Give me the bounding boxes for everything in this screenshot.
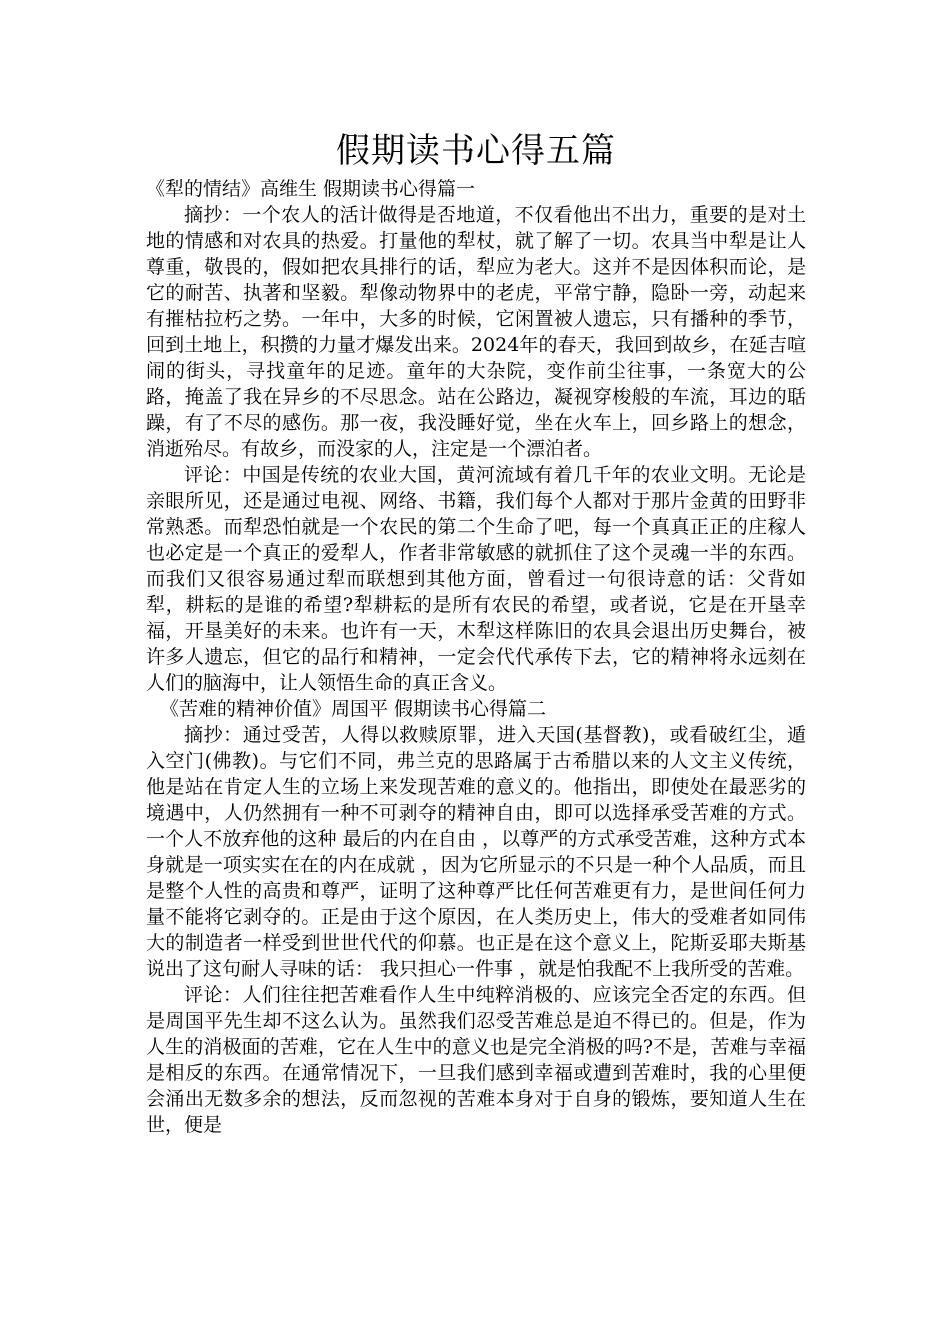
section-1-excerpt: 摘抄：一个农人的活计做得是否地道，不仅看他出不出力，重要的是对土地的情感和对农具的热爱。打量他的犁杖，就了解了一切。农具当中犁是让人尊重，敬畏的，假如把农具排行的话，犁应为老大。这并不是因体积而论，是它的耐苦、执著和坚毅。犁像动物界中的老虎，平常宁静，隐卧一旁，动起来有摧枯拉朽之势。一年中，大多的时候，它闲置被人遗忘，只有播种的季节，回到土地上，积攒的力量才爆发出来。2024年的春天，我回到故乡，在延吉喧闹的街头，寻找童年的足迹。童年的大杂院，变作前尘往事，一条宽大的公路，掩盖了我在异乡的不尽思念。站在公路边，凝视穿梭般的车流，耳边的聒躁，有了不尽的感伤。那一夜，我没睡好觉，坐在火车上，回乡路上的想念，消逝殆尽。有故乡，而没家的人，注定是一个漂泊者。 [146,204,806,460]
section-heading-2: 《苦难的精神价值》周国平 假期读书心得篇二 [160,698,547,720]
section-2-comment: 评论：人们往往把苦难看作人生中纯粹消极的、应该完全否定的东西。但是周国平先生却不这么认为。虽然我们忍受苦难总是迫不得已的。但是，作为人生的消极面的苦难，它在人生中的意义也是完全消极的吗?不是，苦难与幸福是相反的东西。在通常情况下，一旦我们感到幸福或遭到苦难时，我的心里便会涌出无数多余的想法，反而忽视的苦难本身对于自身的锻炼，要知道人生在世，便是 [146,984,806,1136]
section-2-excerpt: 摘抄：通过受苦，人得以救赎原罪，进入天国(基督教)，或看破红尘，遁入空门(佛教)。与它们不同，弗兰克的思路属于古希腊以来的人文主义传统，他是站在肯定人生的立场上来发现苦难的意义的。他指出，即使处在最恶劣的境遇中，人仍然拥有一种不可剥夺的精神自由，即可以选择承受苦难的方式。一个人不放弃他的这种 最后的内在自由 ，以尊严的方式承受苦难，这种方式本身就是一项实实在在的内在成就 ，因为它所显示的不只是一种个人品质，而且是整个人性的高贵和尊严，证明了这种尊严比任何苦难更有力，是世间任何力量不能将它剥夺的。正是由于这个原因，在人类历史上，伟大的受难者如同伟大的制造者一样受到世世代代的仰慕。也正是在这个意义上，陀斯妥耶夫斯基说出了这句耐人寻味的话： 我只担心一件事 ，就是怕我配不上我所受的苦难。 [146,724,806,980]
document-page [146,126,806,1138]
section-heading-1: 《犁的情结》高维生 假期读书心得篇一 [146,178,476,200]
section-1-comment: 评论：中国是传统的农业大国，黄河流域有着几千年的农业文明。无论是亲眼所见，还是通过电视、网络、书籍，我们每个人都对于那片金黄的田野非常熟悉。而犁恐怕就是一个农民的第二个生命了吧，每一个真真正正的庄稼人也必定是一个真正的爱犁人，作者非常敏感的就抓住了这个灵魂一半的东西。而我们又很容易通过犁而联想到其他方面，曾看过一句很诗意的话：父背如犁，耕耘的是谁的希望?犁耕耘的是所有农民的希望，或者说，它是在开垦幸福，开垦美好的未来。也许有一天，木犁这样陈旧的农具会退出历史舞台，被许多人遗忘，但它的品行和精神，一定会代代承传下去，它的精神将永远刻在人们的脑海中，让人领悟生命的真正含义。 [146,464,806,694]
document-title: 假期读书心得五篇 [336,131,616,171]
